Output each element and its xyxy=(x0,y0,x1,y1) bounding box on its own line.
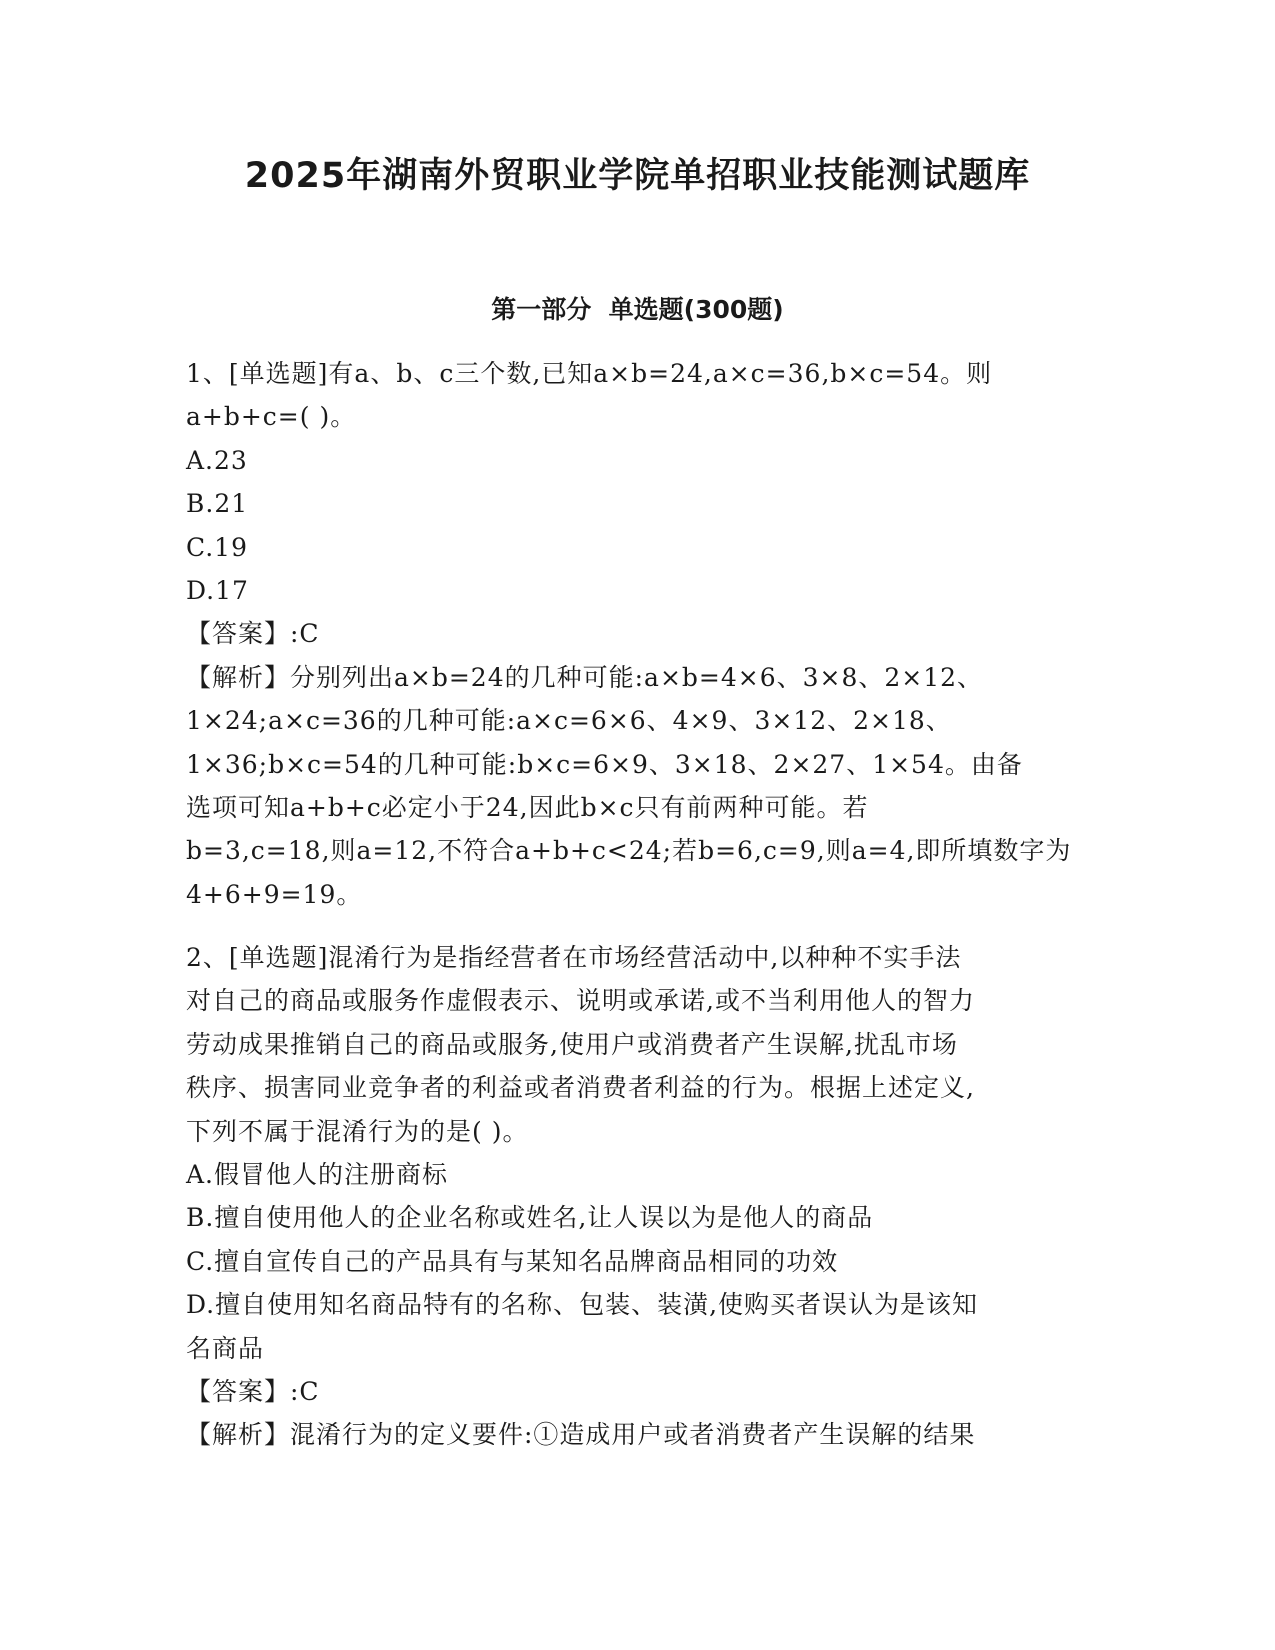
question-stem-line: 1、[单选题]有a、b、c三个数,已知a×b=24,a×c=36,b×c=54。则 xyxy=(186,359,993,388)
option-d-continued: 名商品 xyxy=(186,1333,265,1363)
section-title: 第一部分 单选题(300题) xyxy=(491,295,784,324)
analysis-line: 【解析】分别列出a×b=24的几种可能:a×b=4×6、3×8、2×12、 xyxy=(186,662,984,692)
question-stem-line: a+b+c=( )。 xyxy=(186,402,357,432)
question-list xyxy=(186,352,1076,1477)
answer-line: 【答案】:C xyxy=(186,619,320,649)
analysis-line: 【解析】混淆行为的定义要件:①造成用户或者消费者产生误解的结果 xyxy=(186,1420,976,1450)
question-stem-line: 2、[单选题]混淆行为是指经营者在市场经营活动中,以种种不实手法 xyxy=(186,943,962,973)
answer-line: 【答案】:C xyxy=(186,1376,320,1406)
option-b: B.21 xyxy=(186,489,249,519)
analysis-line: 4+6+9=19。 xyxy=(186,879,363,909)
question-stem-line: 劳动成果推销自己的商品或服务,使用户或消费者产生误解,扰乱市场 xyxy=(186,1029,958,1059)
analysis-line: b=3,c=18,则a=12,不符合a+b+c<24;若b=6,c=9,则a=4,即所填数字为 xyxy=(186,836,1072,866)
option-c: C.擅自宣传自己的产品具有与某知名品牌商品相同的功效 xyxy=(186,1246,839,1276)
question-2 xyxy=(186,936,1076,1457)
analysis-line: 1×24;a×c=36的几种可能:a×c=6×6、4×9、3×12、2×18、 xyxy=(186,706,952,736)
option-a: A.假冒他人的注册商标 xyxy=(186,1160,449,1190)
option-c: C.19 xyxy=(186,532,248,562)
question-stem-line: 对自己的商品或服务作虚假表示、说明或承诺,或不当利用他人的智力 xyxy=(186,986,975,1016)
option-d: D.17 xyxy=(186,575,249,605)
option-d: D.擅自使用知名商品特有的名称、包装、装潢,使购买者误认为是该知 xyxy=(186,1290,979,1320)
question-stem-line: 下列不属于混淆行为的是( )。 xyxy=(186,1116,529,1146)
analysis-line: 1×36;b×c=54的几种可能:b×c=6×9、3×18、2×27、1×54。由备 xyxy=(186,749,1023,779)
document-title: 2025年湖南外贸职业学院单招职业技能测试题库 xyxy=(244,156,1031,196)
option-a: A.23 xyxy=(186,445,248,475)
question-1 xyxy=(186,352,1076,916)
question-stem-line: 秩序、损害同业竞争者的利益或者消费者利益的行为。根据上述定义, xyxy=(186,1073,975,1103)
option-b: B.擅自使用他人的企业名称或姓名,让人误以为是他人的商品 xyxy=(186,1203,874,1233)
analysis-line: 选项可知a+b+c必定小于24,因此b×c只有前两种可能。若 xyxy=(186,792,869,822)
